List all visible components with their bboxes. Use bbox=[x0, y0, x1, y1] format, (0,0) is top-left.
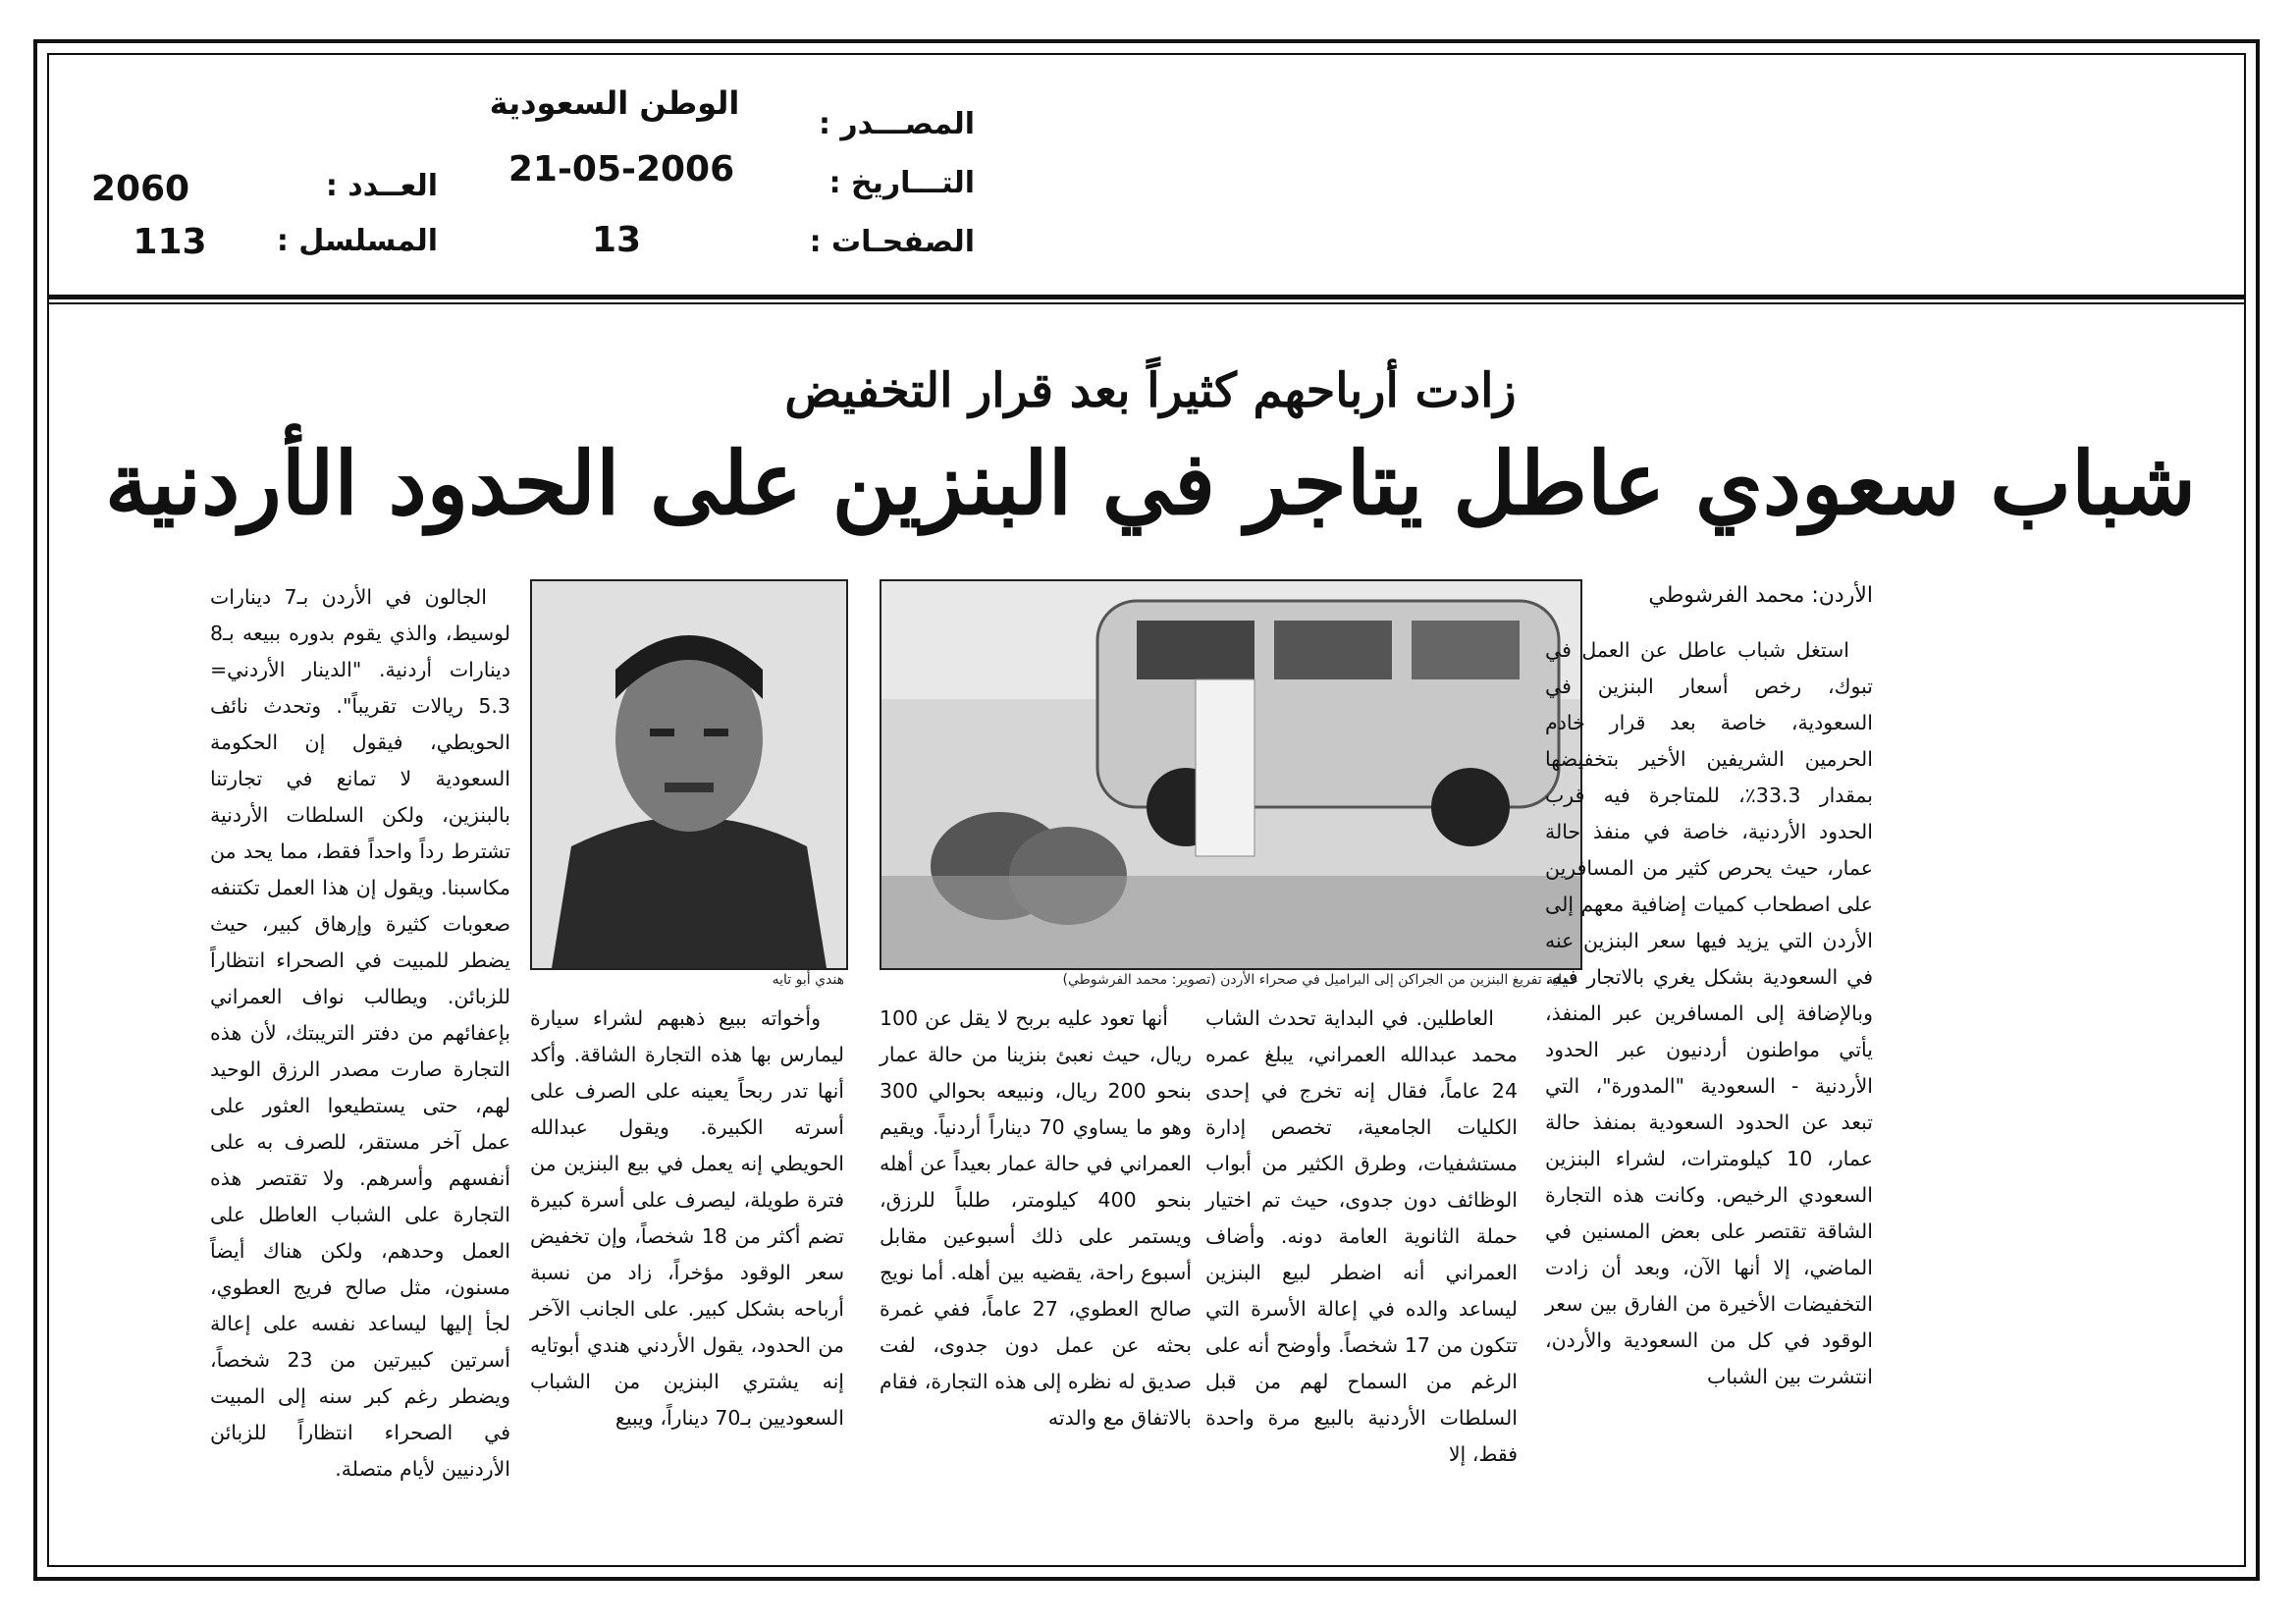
photo-fuel-transfer-caption: عملية تفريغ البنزين من الجراكن إلى البراميل في صحراء الأردن (تصوير: محمد الفرشوطي) bbox=[1062, 972, 1578, 988]
article-byline: الأردن: محمد الفرشوطي bbox=[1648, 583, 1873, 608]
clipping-frame bbox=[33, 39, 2260, 1581]
article-column-2-text: العاطلين. في البداية تحدث الشاب محمد عبدالله العمراني، يبلغ عمره 24 عاماً، فقال إنه تخرج في إحدى الكليات الجامعية، تخصص إدارة مستشفيات، وطرق الكثير من أبواب الوظائف دون جدوى، حيث تم اختيار حملة الثانوية العامة دونه. وأضاف العمراني أنه اضطر لبيع البنزين ليساعد والده في إعالة الأسرة التي تتكون من 17 شخصاً. وأوضح أنه على الرغم من السماح لهم من قبل السلطات الأردنية بالبيع مرة واحدة فقط، إلا bbox=[1205, 1006, 1518, 1466]
issue-label: العــدد : bbox=[325, 169, 438, 203]
pages-value: 13 bbox=[591, 220, 642, 260]
photo-portrait-image bbox=[532, 581, 846, 968]
article-column-5-text: الجالون في الأردن بـ7 دينارات لوسيط، والذي يقوم بدوره ببيعه بـ8 دينارات أردنية. "الدينار الأردني= 5.3 ريالات تقريباً". وتحدث نائف الحويطي، فيقول إن الحكومة السعودية لا تمانع في تجارتنا بالبنزين، ولكن السلطات الأردنية تشترط رداً واحداً فقط، مما يحد من مكاسبنا. ويقول إن هذا العمل تكتنفه صعوبات كثيرة وإرهاق كبير، حيث يضطر للمبيت في الصحراء انتظاراً للزبائن. ويطالب نواف العمراني بإعفائهم من دفتر التريبتك، لأن هذه التجارة صارت مصدر الرزق الوحيد لهم، حتى يستطيعوا العثور على عمل آخر مستقر، للصرف به على أنفسهم وأسرهم. ولا تقتصر هذه التجارة على الشباب العاطل على العمل وحدهم، ولكن هناك أيضاً مسنون، مثل صالح فريج العطوي، لجأ إليها ليساعد نفسه على إعالة أسرتين كبيرتين من 23 شخصاً، ويضطر رغم كبر سنه إلى المبيت في الصحراء انتظاراً للزبائن الأردنيين لأيام متصلة. bbox=[210, 585, 510, 1481]
header-separator-thin bbox=[49, 302, 2244, 304]
photo-portrait-caption: هندي أبو تايه bbox=[772, 972, 844, 988]
serial-value: 113 bbox=[133, 222, 207, 262]
article-column-3-text: أنها تعود عليه بربح لا يقل عن 100 ريال، حيث نعبئ بنزينا من حالة عمار بنحو 200 ريال، ونبيعه بحوالي 300 وهو ما يساوي 70 ديناراً أردنياً. ويقيم العمراني في حالة عمار بعيداً عن أهله بنحو 400 كيلومتر، طلباً للرزق، ويستمر على ذلك أسبوعين مقابل أسبوع راحة، يقضيه بين أهله. أما نويج صالح العطوي، 27 عاماً، ففي غمرة بحثه عن عمل دون جدوى، لفت صديق له نظره إلى هذه التجارة، فقام بالاتفاق مع والدته bbox=[880, 1006, 1193, 1430]
pages-label: الصفحـات : bbox=[809, 225, 975, 259]
serial-label: المسلسل : bbox=[276, 224, 438, 258]
date-label: التـــاريخ : bbox=[828, 166, 975, 200]
article-column-1-text: استغل شباب عاطل عن العمل في تبوك، رخص أسعار البنزين في السعودية، خاصة بعد قرار خادم الحرمين الشريفين الأخير بتخفيضها بمقدار 33.3٪، للمتاجرة فيه قرب الحدود الأردنية، خاصة في منفذ حالة عمار، حيث يحرص كثير من المسافرين على اصطحاب كميات إضافية معهم إلى الأردن التي يزيد فيها سعر البنزين عنه في السعودية بشكل يغري بالاتجار فيه. وبالإضافة إلى المسافرين عبر المنفذ، يأتي مواطنون أردنيون عبر الحدود الأردنية - السعودية "المدورة"، التي تبعد عن الحدود السعودية بمنفذ حالة عمار، 10 كيلومترات، لشراء البنزين السعودي الرخيص. وكانت هذه التجارة الشاقة تقتصر على بعض المسنين في الماضي، إلا أنها الآن، وبعد أن زادت التخفيضات الأخيرة من الفارق بين سعر الوقود في كل من السعودية والأردن، انتشرت بين الشباب bbox=[1545, 638, 1873, 1388]
article-headline: شباب سعودي عاطل يتاجر في البنزين على الحدود الأردنية bbox=[104, 432, 2197, 534]
issue-value: 2060 bbox=[90, 169, 190, 209]
source-value: الوطن السعودية bbox=[489, 84, 740, 122]
article-column-5 bbox=[210, 579, 510, 1488]
photo-fuel-transfer-image bbox=[881, 581, 1580, 968]
article-column-4-text: وأخواته ببيع ذهبهم لشراء سيارة ليمارس بها هذه التجارة الشاقة. وأكد أنها تدر ربحاً يعينه على الصرف على أسرته الكبيرة. ويقول عبدالله الحويطي إنه يعمل في بيع البنزين من فترة طويلة، ليصرف على أسرة كبيرة تضم أكثر من 18 شخصاً، وإن تخفيض سعر الوقود مؤخراً، زاد من نسبة أرباحه بشكل كبير. على الجانب الآخر من الحدود، يقول الأردني هندي أبوتايه إنه يشتري البنزين من الشباب السعوديين بـ70 ديناراً، ويبيع bbox=[530, 1006, 845, 1430]
article-subheadline: زادت أرباحهم كثيراً بعد قرار التخفيض bbox=[784, 363, 1517, 418]
article-column-4 bbox=[530, 1001, 844, 1436]
header-separator bbox=[49, 295, 2244, 299]
source-label: المصـــدر : bbox=[818, 107, 975, 141]
article-column-2 bbox=[1205, 1001, 1518, 1473]
date-value: 21-05-2006 bbox=[507, 149, 735, 189]
article-column-1 bbox=[1545, 632, 1873, 1395]
article-column-3 bbox=[880, 1001, 1192, 1436]
photo-portrait bbox=[530, 579, 848, 970]
photo-fuel-transfer bbox=[880, 579, 1582, 970]
